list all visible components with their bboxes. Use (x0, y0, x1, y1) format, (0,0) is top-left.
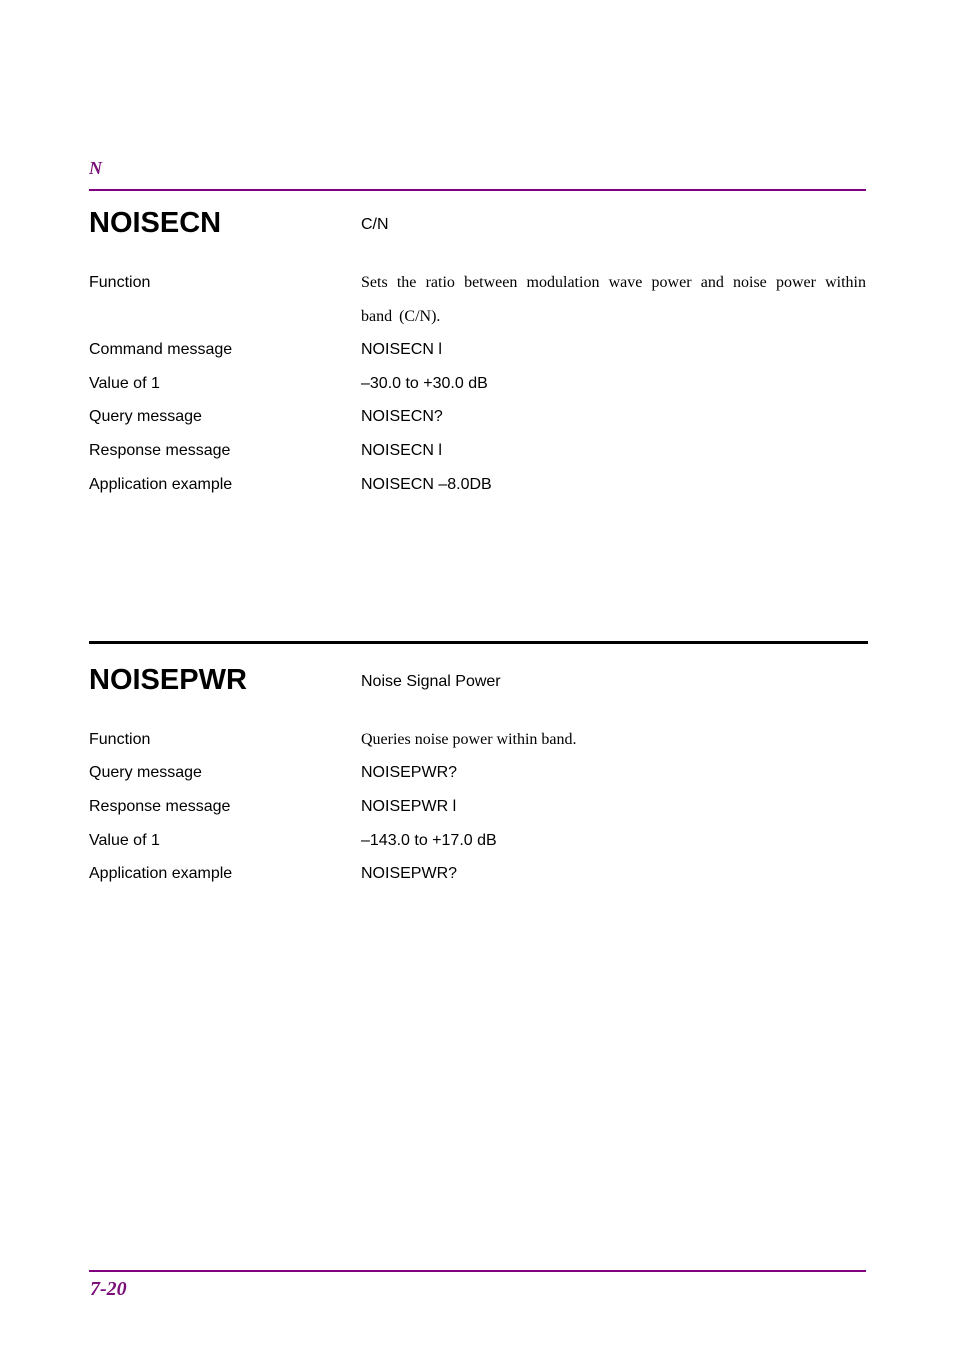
page-number: 7-20 (90, 1278, 127, 1300)
row-value-response-message: NOISEPWR l (361, 798, 457, 815)
row-label-response-message: Response message (89, 798, 231, 815)
row-label-application-example: Application example (89, 476, 233, 493)
command-subtitle-noisecn: C/N (361, 216, 389, 233)
row-label-application-example: Application example (89, 865, 233, 882)
row-label-query-message: Query message (89, 764, 202, 781)
command-title-noisecn: NOISECN (89, 207, 222, 239)
command-subtitle-noisepwr: Noise Signal Power (361, 673, 501, 690)
command-title-noisepwr: NOISEPWR (89, 664, 247, 696)
row-label-function: Function (89, 731, 151, 748)
row-value-value-of-1: –143.0 to +17.0 dB (361, 832, 497, 849)
row-value-function: Queries noise power within band. (361, 731, 577, 748)
row-label-response-message: Response message (89, 442, 231, 459)
row-value-application-example: NOISECN –8.0DB (361, 476, 492, 493)
row-label-value-of-1: Value of 1 (89, 375, 160, 392)
row-value-function: Sets the ratio between modulation wave power and noise power within band (C/N). (361, 274, 866, 325)
header-rule (89, 189, 866, 191)
section-divider (89, 641, 868, 644)
row-label-value-of-1: Value of 1 (89, 832, 160, 849)
footer-rule (89, 1270, 866, 1272)
row-value-response-message: NOISECN l (361, 442, 442, 459)
row-label-command-message: Command message (89, 341, 233, 358)
section-letter: N (89, 158, 102, 178)
row-label-function: Function (89, 274, 151, 291)
row-value-command-message: NOISECN l (361, 341, 442, 358)
row-value-application-example: NOISEPWR? (361, 865, 458, 882)
row-value-query-message: NOISECN? (361, 408, 443, 425)
row-value-query-message: NOISEPWR? (361, 764, 458, 781)
row-value-value-of-1: –30.0 to +30.0 dB (361, 375, 488, 392)
row-label-query-message: Query message (89, 408, 202, 425)
